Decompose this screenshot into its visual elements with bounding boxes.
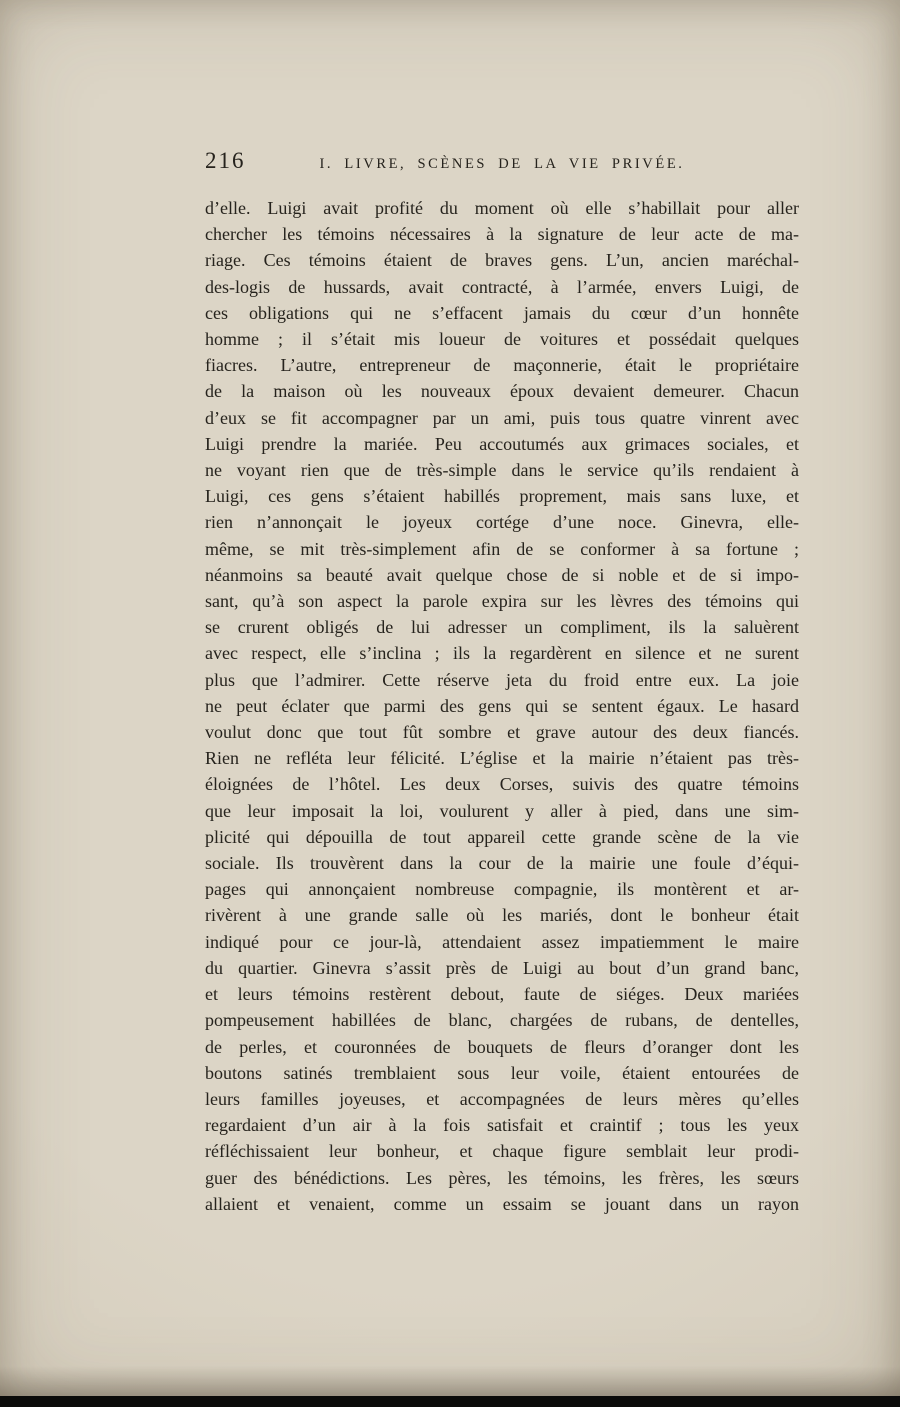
text-line: rien n’annonçait le joyeux cortége d’une noce. Ginevra, elle- bbox=[205, 512, 799, 533]
text-line: Luigi prendre la mariée. Peu accoutumés aux grimaces sociales, et bbox=[205, 433, 799, 454]
text-line: se crurent obligés de lui adresser un compliment, ils la saluèrent bbox=[205, 617, 799, 638]
text-line: voulut donc que tout fût sombre et grave autour des deux fiancés. bbox=[205, 722, 799, 743]
text-line: allaient et venaient, comme un essaim se jouant dans un rayon bbox=[205, 1193, 799, 1214]
text-line: plicité qui dépouilla de tout appareil cette grande scène de la vie bbox=[205, 826, 799, 847]
text-line: même, se mit très-simplement afin de se conformer à sa fortune ; bbox=[205, 538, 799, 559]
text-line: pompeusement habillées de blanc, chargées de rubans, de dentelles, bbox=[205, 1010, 799, 1031]
text-line: guer des bénédictions. Les pères, les témoins, les frères, les sœurs bbox=[205, 1167, 799, 1188]
text-line: Luigi, ces gens s’étaient habillés proprement, mais sans luxe, et bbox=[205, 486, 799, 507]
running-header bbox=[205, 150, 799, 176]
text-line: homme ; il s’était mis loueur de voitures et possédait quelques bbox=[205, 329, 799, 350]
text-line: ne peut éclater que parmi des gens qui se sentent égaux. Le hasard bbox=[205, 695, 799, 716]
body-text bbox=[205, 195, 799, 1217]
text-line: leurs familles joyeuses, et accompagnées de leurs mères qu’elles bbox=[205, 1088, 799, 1109]
text-line: indiqué pour ce jour-là, attendaient assez impatiemment le maire bbox=[205, 931, 799, 952]
text-line: fiacres. L’autre, entrepreneur de maçonnerie, était le propriétaire bbox=[205, 355, 799, 376]
text-line: avec respect, elle s’inclina ; ils la regardèrent en silence et ne surent bbox=[205, 643, 799, 664]
text-line: réfléchissaient leur bonheur, et chaque figure semblait leur prodi- bbox=[205, 1141, 799, 1162]
page-bottom-shadow bbox=[0, 1366, 900, 1396]
text-line: et leurs témoins restèrent debout, faute de siéges. Deux mariées bbox=[205, 984, 799, 1005]
text-line: pages qui annonçaient nombreuse compagnie, ils montèrent et ar- bbox=[205, 879, 799, 900]
text-line: que leur imposait la loi, voulurent y aller à pied, dans une sim- bbox=[205, 800, 799, 821]
text-line: d’eux se fit accompagner par un ami, puis tous quatre vinrent avec bbox=[205, 407, 799, 428]
text-line: de la maison où les nouveaux époux devaient demeurer. Chacun bbox=[205, 381, 799, 402]
scan-edge-bar bbox=[0, 1396, 900, 1407]
text-line: d’elle. Luigi avait profité du moment où elle s’habillait pour aller bbox=[205, 198, 799, 218]
text-line: éloignées de l’hôtel. Les deux Corses, suivis des quatre témoins bbox=[205, 774, 799, 795]
text-line: du quartier. Ginevra s’assit près de Luigi au bout d’un grand banc, bbox=[205, 957, 799, 978]
text-line: boutons satinés tremblaient sous leur voile, étaient entourées de bbox=[205, 1062, 799, 1083]
text-line: sant, qu’à son aspect la parole expira sur les lèvres des témoins qui bbox=[205, 591, 799, 612]
text-line: sociale. Ils trouvèrent dans la cour de la mairie une foule d’équi- bbox=[205, 853, 799, 874]
text-line: des-logis de hussards, avait contracté, à l’armée, envers Luigi, de bbox=[205, 276, 799, 297]
text-line: rivèrent à une grande salle où les mariés, dont le bonheur était bbox=[205, 905, 799, 926]
text-line: de perles, et couronnées de bouquets de fleurs d’oranger dont les bbox=[205, 1036, 799, 1057]
text-line: plus que l’admirer. Cette réserve jeta du froid entre eux. La joie bbox=[205, 669, 799, 690]
text-line: regardaient d’un air à la fois satisfait et craintif ; tous les yeux bbox=[205, 1115, 799, 1136]
text-line: ne voyant rien que de très-simple dans le service qu’ils rendaient à bbox=[205, 460, 799, 481]
text-block bbox=[205, 150, 799, 1217]
header-title: I. LIVRE, SCÈNES DE LA VIE PRIVÉE. bbox=[319, 156, 685, 172]
text-line: riage. Ces témoins étaient de braves gens. L’un, ancien maréchal- bbox=[205, 250, 799, 271]
text-line: ces obligations qui ne s’effacent jamais du cœur d’un honnête bbox=[205, 302, 799, 323]
text-line: chercher les témoins nécessaires à la signature de leur acte de ma- bbox=[205, 224, 799, 245]
text-line: Rien ne refléta leur félicité. L’église et la mairie n’étaient pas très- bbox=[205, 748, 799, 769]
page-number: 216 bbox=[205, 148, 246, 173]
text-line: néanmoins sa beauté avait quelque chose de si noble et de si impo- bbox=[205, 564, 799, 585]
